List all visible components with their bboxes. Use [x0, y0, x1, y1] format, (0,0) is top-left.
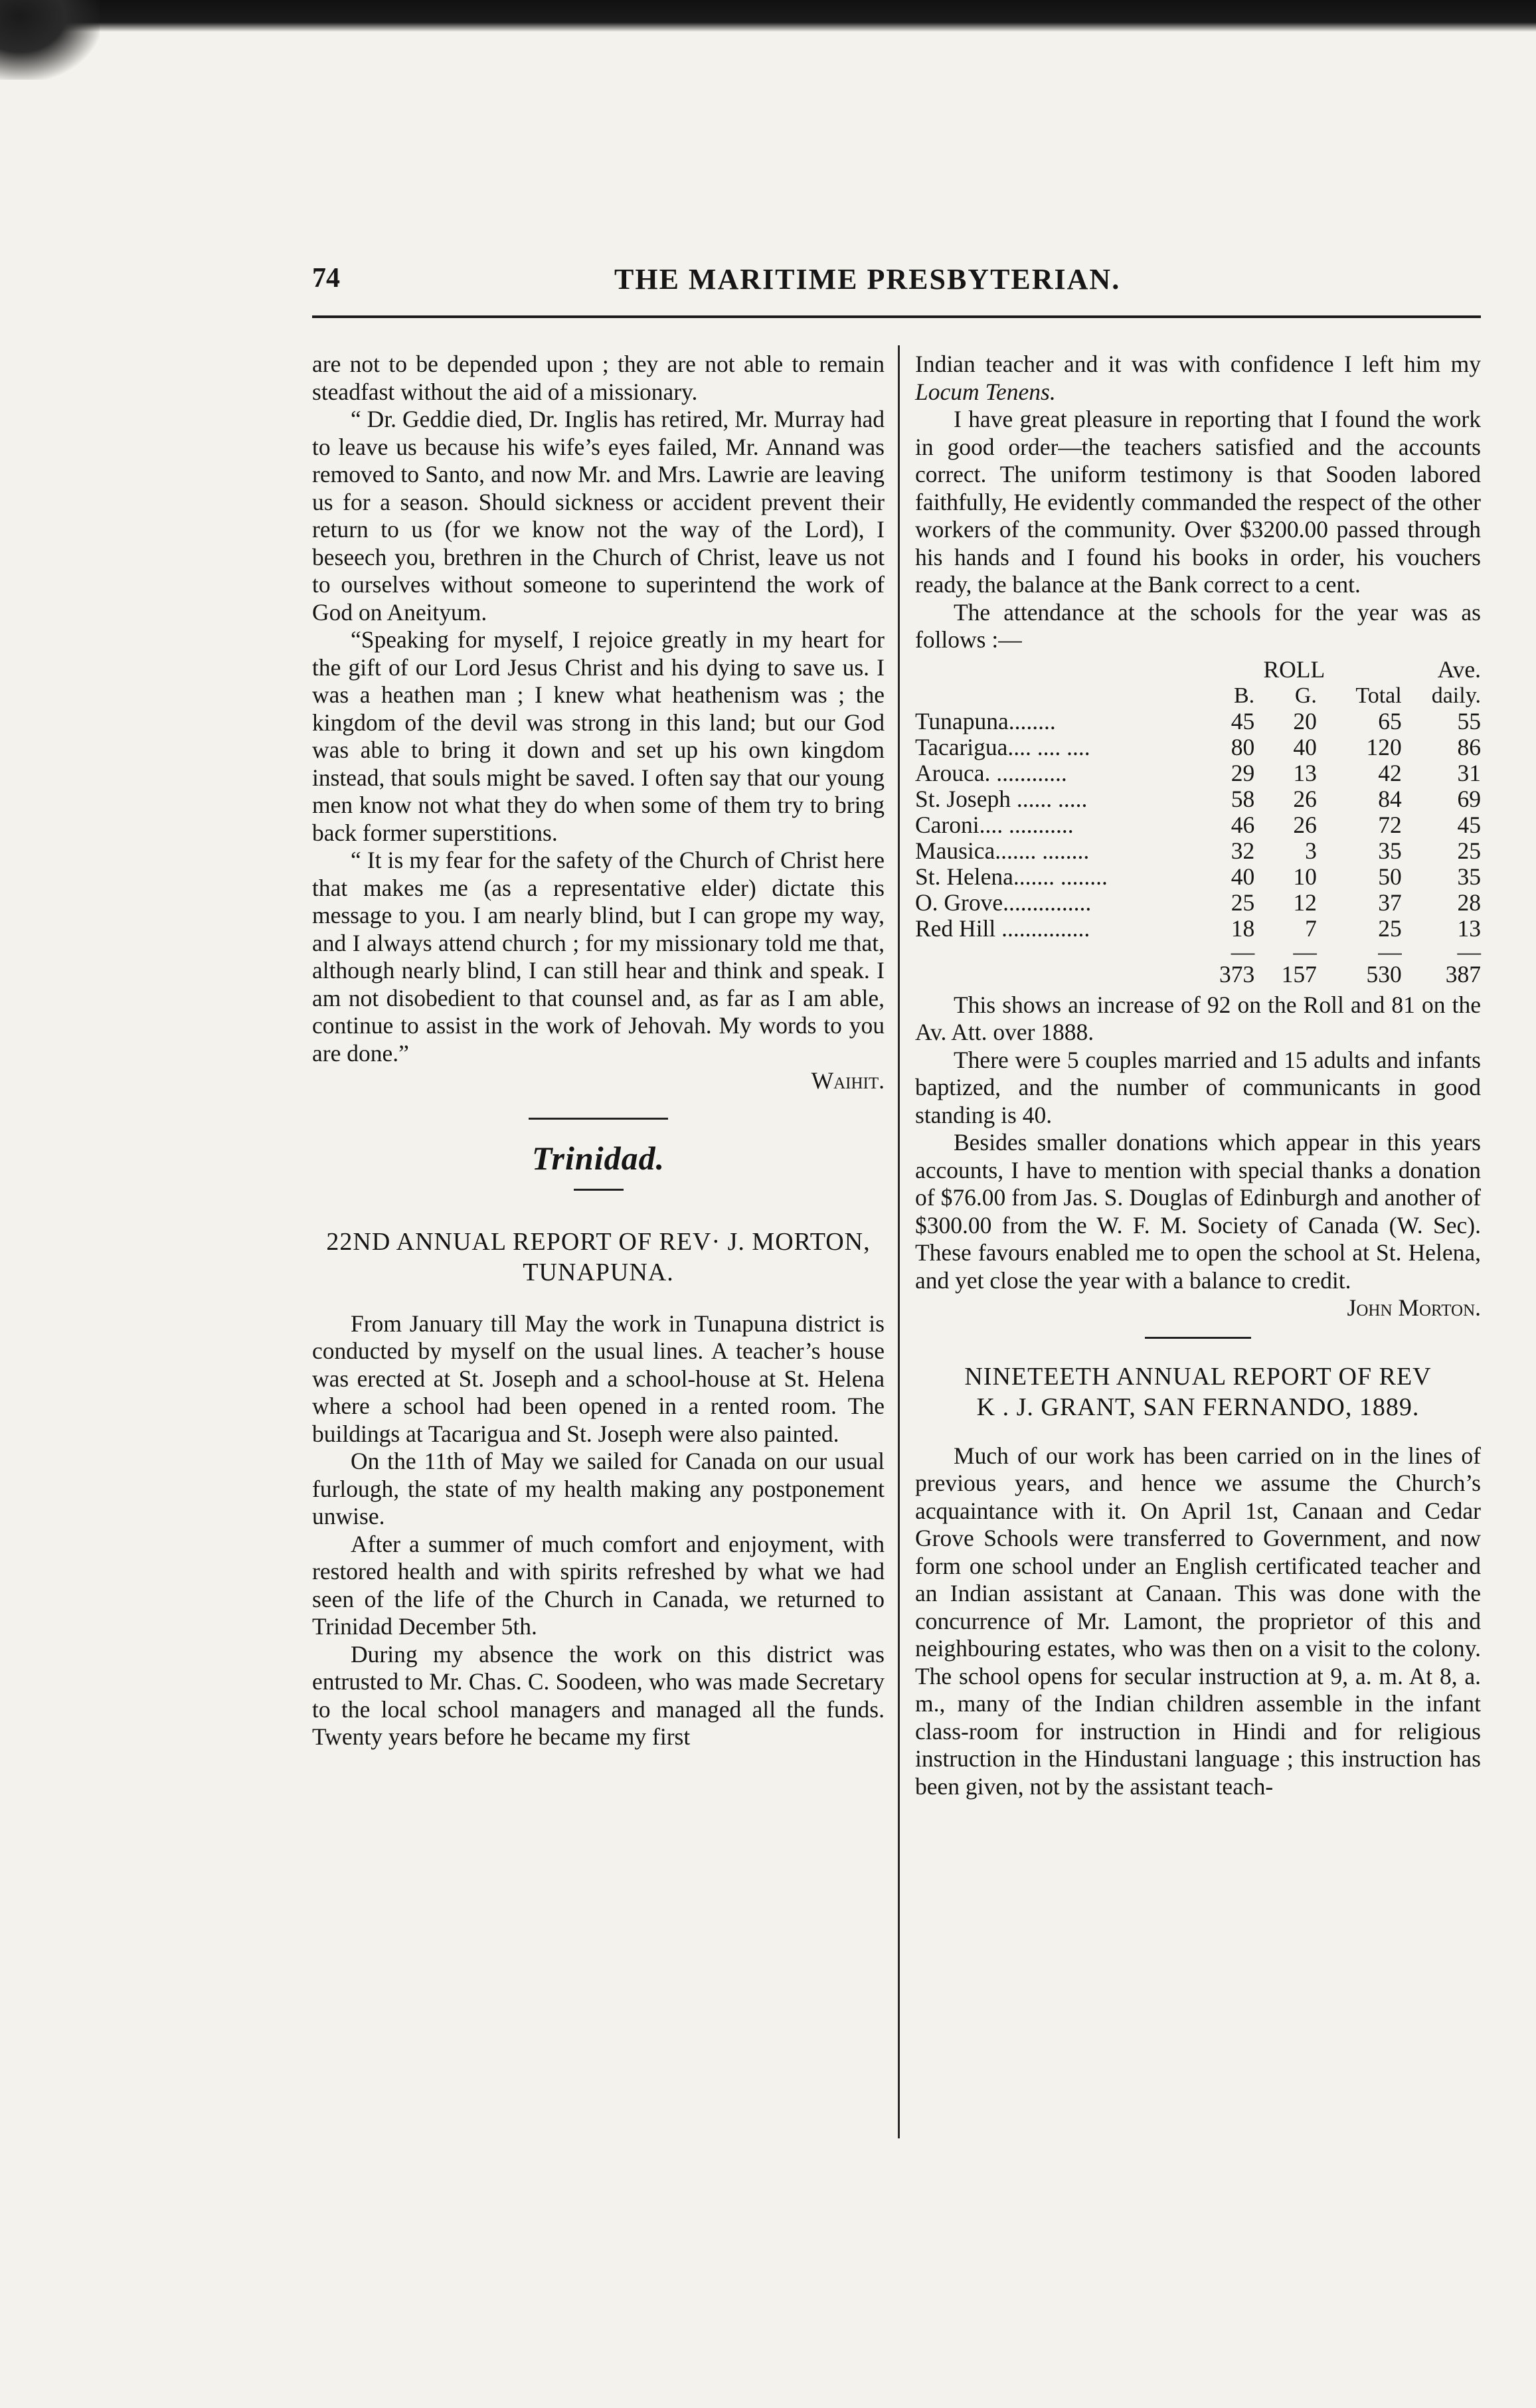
table-row: [915, 864, 1481, 890]
table-row: [915, 838, 1481, 864]
cell-total: 25: [1378, 914, 1402, 942]
right-column: [915, 351, 1481, 1800]
cell-place: Mausica....... ........: [915, 837, 1090, 864]
header-rule: [312, 315, 1481, 318]
scan-corner-shadow: [0, 0, 100, 80]
total-g: 157: [1281, 960, 1317, 988]
journal-title: THE MARITIME PRESBYTERIAN.: [614, 263, 1121, 296]
heading-rule: [574, 1189, 624, 1191]
dash: —: [1457, 938, 1481, 965]
locum-tenens: Locum Tenens.: [915, 378, 1056, 405]
cell-place: St. Joseph ...... .....: [915, 785, 1088, 812]
cell-b: 46: [1231, 811, 1255, 838]
report-title-morton: 22ND ANNUAL REPORT OF REV· J. MORTON, TUNAPUNA.: [326, 1227, 871, 1286]
paragraph-text: Indian teacher and it was with confidence I left him my: [915, 351, 1481, 377]
dash: —: [1378, 938, 1402, 965]
paragraph: I have great pleasure in reporting that I found the work in good order—the teachers satisfied and the accounts correct. The uniform testimony is that Sooden labored faithfully, He evidently commanded the respect of the other workers of the community. Over $3200.00 passed through his hands and I found his books in order, his vouchers ready, the balance at the Bank correct to a cent.: [915, 406, 1481, 598]
cell-total: 37: [1378, 889, 1402, 916]
page-number: 74: [312, 263, 340, 294]
header-g: G.: [1294, 683, 1317, 708]
header-ave: Ave.: [1437, 655, 1481, 683]
cell-daily: 86: [1457, 733, 1481, 760]
paragraph: There were 5 couples married and 15 adults and infants baptized, and the number of communicants in good standing is 40.: [915, 1046, 1481, 1128]
paragraph: The attendance at the schools for the year was as follows :—: [915, 598, 1481, 653]
signature-waihit: Waihit.: [811, 1067, 885, 1094]
header-roll: ROLL: [1263, 655, 1325, 683]
cell-place: O. Grove...............: [915, 889, 1092, 916]
section-rule: [1145, 1337, 1251, 1339]
signature-john-morton: John Morton.: [1347, 1294, 1481, 1321]
total-b: 373: [1219, 960, 1255, 988]
cell-daily: 45: [1457, 811, 1481, 838]
cell-total: 72: [1378, 811, 1402, 838]
cell-place: Tacarigua.... .... ....: [915, 733, 1090, 760]
table-row: [915, 890, 1481, 916]
cell-g: 3: [1305, 837, 1317, 864]
cell-b: 45: [1231, 707, 1255, 734]
paragraph: are not to be depended upon ; they are not able to remain steadfast without the aid of a missionary.: [312, 351, 885, 405]
header-total: Total: [1355, 683, 1402, 708]
cell-b: 32: [1231, 837, 1255, 864]
cell-b: 58: [1231, 785, 1255, 812]
paragraph: “ It is my fear for the safety of the Church of Christ here that makes me (as a representative elder) dictate this message to you. I am nearly blind, but I can grope my way, and I always attend church ; for my missionary told me that, although nearly blind, I can still hear and think and speak. I am not disobedient to that counsel and, as far as I am able, continue to assist in the work of Jehovah. My words to you are done.”: [312, 847, 885, 1067]
total-total: 530: [1366, 960, 1402, 988]
cell-g: 40: [1293, 733, 1317, 760]
cell-total: 65: [1378, 707, 1402, 734]
left-column: [312, 351, 885, 1751]
cell-g: 12: [1293, 889, 1317, 916]
paragraph: On the 11th of May we sailed for Canada on our usual furlough, the state of my health making any postponement unwise.: [312, 1448, 885, 1529]
section-rule: [529, 1118, 668, 1120]
cell-place: St. Helena....... ........: [915, 863, 1108, 890]
table-row: [915, 812, 1481, 838]
paragraph: After a summer of much comfort and enjoyment, with restored health and with spirits refreshed by what we had seen of the life of the Church in Canada, we returned to Trinidad December 5th.: [312, 1530, 885, 1640]
cell-place: Tunapuna........: [915, 707, 1056, 734]
cell-daily: 28: [1457, 889, 1481, 916]
paragraph: This shows an increase of 92 on the Roll and 81 on the Av. Att. over 1888.: [915, 991, 1481, 1045]
cell-b: 80: [1231, 733, 1255, 760]
column-divider: [898, 345, 900, 2138]
cell-b: 29: [1231, 759, 1255, 786]
scan-top-edge: [0, 0, 1536, 32]
cell-b: 18: [1231, 914, 1255, 942]
paragraph: Besides smaller donations which appear in this years accounts, I have to mention with special thanks a donation of $76.00 from Jas. S. Douglas of Edinburgh and another of $300.00 from the W. F. M. Society of Canada (W. Sec). These favours enabled me to open the school at St. Helena, and yet close the year with a balance to credit.: [915, 1129, 1481, 1294]
table-totals-row: [915, 962, 1481, 988]
cell-place: Red Hill ...............: [915, 914, 1090, 942]
table-subheader-row: [915, 683, 1481, 709]
cell-g: 26: [1293, 811, 1317, 838]
cell-daily: 13: [1457, 914, 1481, 942]
report-title-grant: NINETEETH ANNUAL REPORT OF REV K . J. GRANT, SAN FERNANDO, 1889.: [964, 1362, 1432, 1421]
paragraph: “ Dr. Geddie died, Dr. Inglis has retired, Mr. Murray had to leave us because his wife’s eyes failed, Mr. Annand was removed to Santo, and now Mr. and Mrs. Lawrie are leaving us for a season. Should sickness or accident prevent their return to us (for we know not the way of the Lord), I beseech you, brethren in the Church of Christ, leave us not to ourselves without someone to superintend the work of God on Aneityum.: [312, 406, 885, 626]
cell-g: 7: [1305, 914, 1317, 942]
cell-g: 13: [1293, 759, 1317, 786]
header-b: B.: [1234, 683, 1255, 708]
cell-total: 35: [1378, 837, 1402, 864]
total-daily: 387: [1445, 960, 1481, 988]
cell-total: 50: [1378, 863, 1402, 890]
paragraph: “Speaking for myself, I rejoice greatly in my heart for the gift of our Lord Jesus Christ and his dying to save us. I was a heathen man ; I knew what heathenism was ; the kingdom of the devil was strong in this land; but our God was able to bring it down and set up his own kingdom instead, that souls might be saved. I often say that our young men know not what they do when some of them try to bring back former superstitions.: [312, 626, 885, 846]
cell-daily: 69: [1457, 785, 1481, 812]
cell-b: 40: [1231, 863, 1255, 890]
table-row: [915, 760, 1481, 786]
paragraph: From January till May the work in Tunapuna district is conducted by myself on the usual lines. A teacher’s house was erected at St. Joseph and a school-house at St. Helena where a school had been opened in a rented room. The buildings at Tacarigua and St. Joseph were also painted.: [312, 1310, 885, 1447]
attendance-table: [915, 657, 1481, 988]
cell-daily: 25: [1457, 837, 1481, 864]
section-heading-trinidad: Trinidad.: [531, 1139, 665, 1177]
table-header-row: [915, 657, 1481, 683]
dash: —: [1231, 938, 1255, 965]
paragraph: During my absence the work on this district was entrusted to Mr. Chas. C. Soodeen, who was made Secretary to the local school managers and managed all the funds. Twenty years before he became my first: [312, 1640, 885, 1750]
page-header: [0, 262, 1536, 302]
cell-daily: 31: [1457, 759, 1481, 786]
table-dash-row: [915, 942, 1481, 962]
cell-place: Arouca. ............: [915, 759, 1067, 786]
cell-total: 120: [1366, 733, 1402, 760]
cell-g: 20: [1293, 707, 1317, 734]
table-row: [915, 734, 1481, 760]
table-row: [915, 786, 1481, 812]
cell-g: 26: [1293, 785, 1317, 812]
cell-g: 10: [1293, 863, 1317, 890]
header-daily: daily.: [1431, 683, 1481, 708]
cell-daily: 55: [1457, 707, 1481, 734]
paragraph: Much of our work has been carried on in the lines of previous years, and hence we assume the Church’s acquaintance with it. On April 1st, Canaan and Cedar Grove Schools were transferred to Government, and now form one school under an English certificated teacher and an Indian assistant at Canaan. This was done with the concurrence of Mr. Lamont, the proprietor of this and neighbouring estates, who was then on a visit to the colony. The school opens for secular instruction at 9, a. m. At 8, a. m., many of the Indian children assemble in the infant class-room for instruction in Hindi and for religious instruction in the Hindustani language ; this instruction has been given, not by the assistant teach-: [915, 1442, 1481, 1800]
cell-b: 25: [1231, 889, 1255, 916]
cell-total: 42: [1378, 759, 1402, 786]
table-row: [915, 916, 1481, 942]
dash: —: [1293, 938, 1317, 965]
cell-place: Caroni.... ...........: [915, 811, 1074, 838]
table-row: [915, 709, 1481, 734]
cell-daily: 35: [1457, 863, 1481, 890]
paragraph: [915, 351, 1481, 406]
cell-total: 84: [1378, 785, 1402, 812]
